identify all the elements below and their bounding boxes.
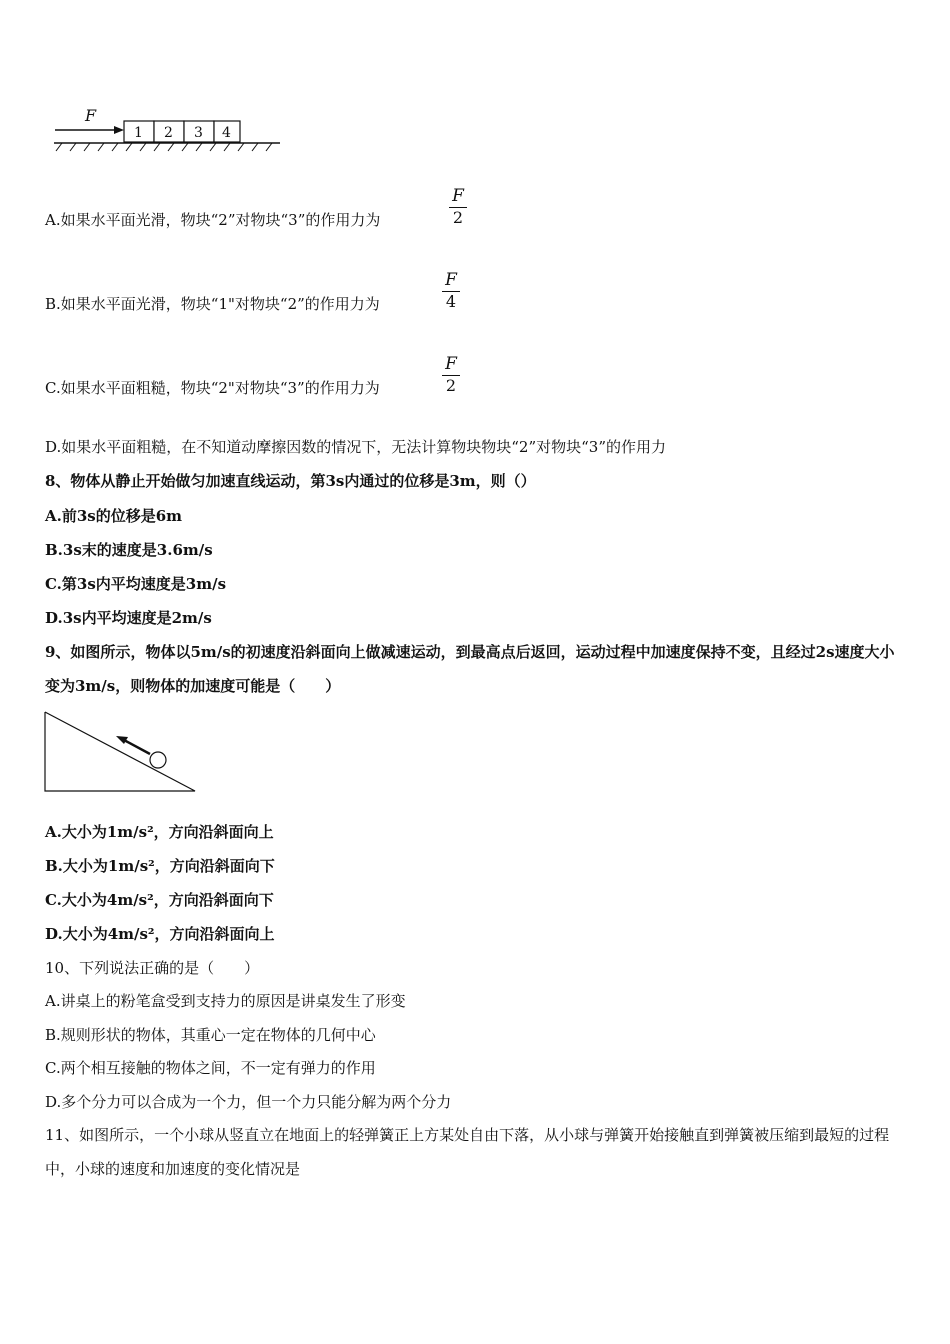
q10-option-b: B.规则形状的物体，其重心一定在物体的几何中心 xyxy=(45,1026,376,1044)
q8-stem: 8、物体从静止开始做匀加速直线运动，第3s内通过的位移是3m，则（） xyxy=(45,472,536,490)
fraction-numerator: F xyxy=(442,270,460,292)
q7-option-b-fraction xyxy=(442,270,460,312)
q9-option-c: C.大小为4m/s²，方向沿斜面向下 xyxy=(45,891,274,909)
block-label: 2 xyxy=(164,125,173,141)
q8-option-d: D.3s内平均速度是2m/s xyxy=(45,609,212,627)
q7-option-d: D.如果水平面粗糙，在不知道动摩擦因数的情况下，无法计算物块物块“2”对物块“3”的作用力 xyxy=(45,438,667,456)
q7-option-a: A.如果水平面光滑，物块“2”对物块“3”的作用力为 xyxy=(45,211,381,229)
block-label: 1 xyxy=(134,125,143,141)
q7-option-c: C.如果水平面粗糙，物块“2"对物块“3”的作用力为 xyxy=(45,379,380,397)
fraction-numerator: F xyxy=(449,186,467,208)
fraction-denominator: 2 xyxy=(452,208,464,227)
q7-option-a-fraction xyxy=(449,186,467,228)
q10-option-a: A.讲桌上的粉笔盒受到支持力的原因是讲桌发生了形变 xyxy=(45,992,406,1010)
q7-option-c-fraction xyxy=(442,354,460,396)
q7-option-b: B.如果水平面光滑，物块“1"对物块“2”的作用力为 xyxy=(45,295,380,313)
block-label: 3 xyxy=(194,125,203,141)
force-label: F xyxy=(85,106,97,125)
incline-figure xyxy=(44,710,199,795)
q8-option-c: C.第3s内平均速度是3m/s xyxy=(45,575,227,593)
fraction-numerator: F xyxy=(442,354,460,376)
blocks-figure xyxy=(50,105,285,155)
fraction-denominator: 2 xyxy=(445,376,457,395)
block-label: 4 xyxy=(222,125,231,141)
q9-option-d: D.大小为4m/s²，方向沿斜面向上 xyxy=(45,925,275,943)
q9-option-a: A.大小为1m/s²，方向沿斜面向上 xyxy=(45,823,274,841)
velocity-arrow xyxy=(124,740,150,754)
q8-option-b: B.3s末的速度是3.6m/s xyxy=(45,541,213,559)
q9-option-b: B.大小为1m/s²，方向沿斜面向下 xyxy=(45,857,275,875)
q10-option-c: C.两个相互接触的物体之间，不一定有弹力的作用 xyxy=(45,1059,376,1077)
ball xyxy=(150,752,166,768)
q11-stem: 11、如图所示，一个小球从竖直立在地面上的轻弹簧正上方某处自由下落，从小球与弹簧开始接触直到弹簧被压缩到最短的过程中，小球的速度和加速度的变化情况是 xyxy=(45,1126,890,1178)
q9-stem: 9、如图所示，物体以5m/s的初速度沿斜面向上做减速运动，到最高点后返回，运动过程中加速度保持不变，且经过2s速度大小变为3m/s，则物体的加速度可能是（ ） xyxy=(45,643,895,695)
q10-option-d: D.多个分力可以合成为一个力，但一个力只能分解为两个分力 xyxy=(45,1093,452,1111)
incline-triangle xyxy=(45,712,195,791)
q10-stem: 10、下列说法正确的是（ ） xyxy=(45,959,260,977)
q8-option-a: A.前3s的位移是6m xyxy=(45,507,183,525)
fraction-denominator: 4 xyxy=(445,292,457,311)
